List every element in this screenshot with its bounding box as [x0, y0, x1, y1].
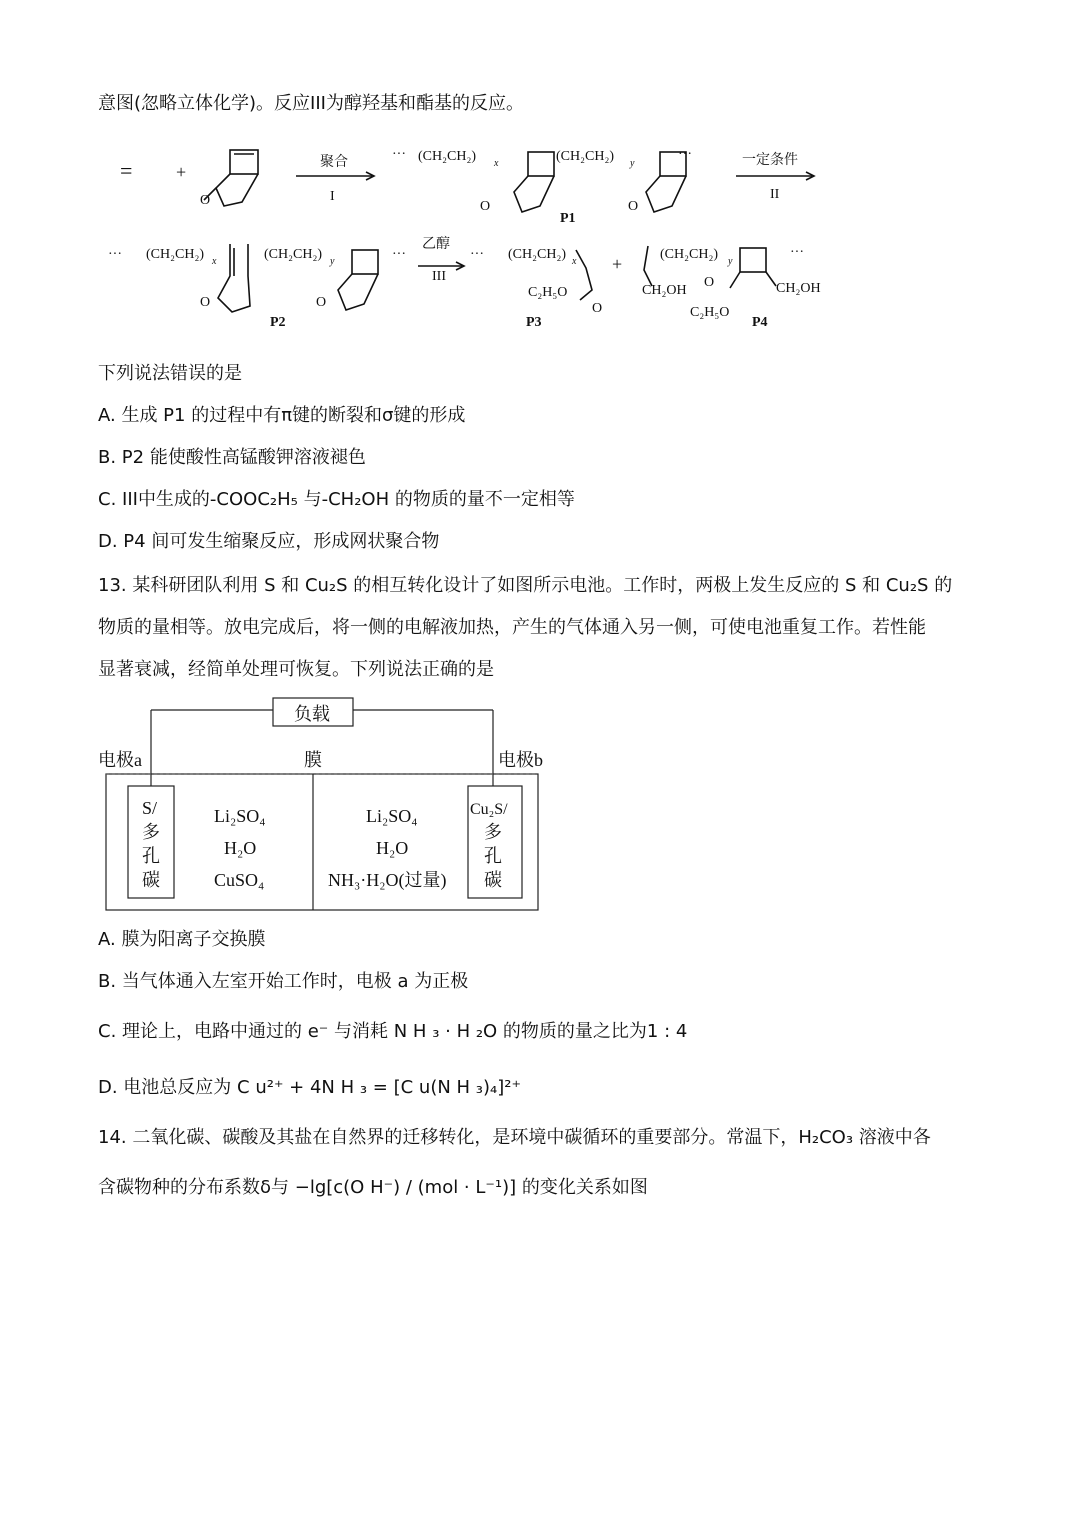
p4-ch2oh: CH₂OH	[776, 281, 821, 296]
p3-ester: C₂H₅O	[528, 285, 568, 300]
p2-sub-y: y	[330, 256, 335, 267]
ethylene: =	[120, 158, 133, 183]
step3-num: III	[432, 269, 446, 284]
p3-dots: ···	[470, 247, 484, 262]
step1-num: I	[330, 189, 335, 204]
p3-o: O	[592, 301, 603, 316]
q14-line-2: 含碳物种的分布系数δ与 −lg[c(O H⁻) / (mol · L⁻¹)] 的变化关系如图	[98, 1177, 648, 1198]
reaction-scheme	[100, 130, 860, 340]
p4-sub-y: y	[728, 256, 733, 267]
p1-dots-left: ···	[392, 147, 406, 162]
p2-unit-y: (CH₂CH₂)	[264, 247, 322, 262]
q12-option-b: B. P2 能使酸性高锰酸钾溶液褪色	[98, 447, 366, 468]
p3-ch2oh: CH₂OH	[642, 283, 687, 298]
p4-ester: C₂H₅O	[690, 305, 730, 320]
p2-dots-right: ···	[392, 247, 406, 262]
left-solution-2: H₂O	[224, 838, 257, 858]
q13-option-b: B. 当气体通入左室开始工作时，电极 a 为正极	[98, 971, 469, 992]
p3-unit-x: (CH₂CH₂)	[508, 247, 566, 262]
load-label: 负载	[294, 704, 330, 724]
p4-label: P4	[752, 315, 768, 330]
q13-option-d: D. 电池总反应为 C u²⁺ + 4N H ₃ = [C u(N H ₃)₄]²⁺	[98, 1077, 521, 1098]
q13-option-a: A. 膜为阳离子交换膜	[98, 929, 266, 950]
p2-o-right: O	[316, 295, 327, 310]
right-electrode-2: 多	[484, 822, 502, 842]
electrode-b-label: 电极b	[498, 750, 543, 770]
right-electrode-1: Cu₂S/	[470, 801, 508, 818]
q13-line-2: 物质的量相等。放电完成后，将一侧的电解液加热，产生的气体通入另一侧，可使电池重复工作。若性能	[98, 617, 926, 638]
p1-sub-y: y	[630, 158, 635, 169]
q12-stem: 下列说法错误的是	[98, 363, 242, 384]
left-electrode-4: 碳	[142, 870, 160, 890]
left-solution-3: CuSO₄	[214, 870, 265, 890]
p4-o: O	[704, 275, 715, 290]
left-electrode-3: 孔	[142, 846, 160, 866]
left-electrode-2: 多	[142, 822, 160, 842]
membrane-label: 膜	[304, 750, 322, 770]
right-solution-1: Li₂SO₄	[366, 806, 418, 826]
p1-o-left: O	[480, 199, 491, 214]
plus-1: +	[176, 162, 187, 182]
p1-unit-y: (CH₂CH₂)	[556, 149, 614, 164]
q14-line-1: 14. 二氧化碳、碳酸及其盐在自然界的迁移转化，是环境中碳循环的重要部分。常温下，H₂CO₃ 溶液中各	[98, 1127, 931, 1148]
p1-sub-x: x	[494, 158, 499, 169]
p3-label: P3	[526, 315, 542, 330]
p4-unit-y: (CH₂CH₂)	[660, 247, 718, 262]
battery-cell-diagram	[98, 690, 558, 920]
p1-unit-x: (CH₂CH₂)	[418, 149, 476, 164]
q12-option-d: D. P4 间可发生缩聚反应，形成网状聚合物	[98, 531, 440, 552]
q13-line-3: 显著衰减，经简单处理可恢复。下列说法正确的是	[98, 659, 494, 680]
step2-num: II	[770, 187, 780, 202]
p3-sub-x: x	[572, 256, 577, 267]
p2-o-left: O	[200, 295, 211, 310]
p1-label: P1	[560, 211, 576, 226]
q12-option-a: A. 生成 P1 的过程中有π键的断裂和σ键的形成	[98, 405, 466, 426]
p4-dots: ···	[790, 245, 804, 260]
step2-label: 一定条件	[742, 153, 798, 168]
q13-line-1: 13. 某科研团队利用 S 和 Cu₂S 的相互转化设计了如图所示电池。工作时，两极上发生反应的 S 和 Cu₂S 的	[98, 575, 953, 596]
intro-text: 意图(忽略立体化学)。反应III为醇羟基和酯基的反应。	[98, 93, 524, 114]
q12-option-c: C. III中生成的-COOC₂H₅ 与-CH₂OH 的物质的量不一定相等	[98, 489, 575, 510]
monomer-o: O	[200, 193, 211, 208]
right-solution-3: NH₃·H₂O(过量)	[328, 870, 447, 890]
left-electrode-1: S/	[142, 798, 158, 818]
step1-label: 聚合	[320, 155, 348, 170]
p2-dots-left: ···	[108, 247, 122, 262]
left-solution-1: Li₂SO₄	[214, 806, 266, 826]
plus-2: +	[612, 254, 623, 274]
right-electrode-4: 碳	[484, 870, 502, 890]
q13-option-c: C. 理论上，电路中通过的 e⁻ 与消耗 N H ₃ · H ₂O 的物质的量之比为1 : 4	[98, 1021, 688, 1042]
p2-sub-x: x	[212, 256, 217, 267]
p1-o-right: O	[628, 199, 639, 214]
p2-unit-x: (CH₂CH₂)	[146, 247, 204, 262]
step3-label: 乙醇	[422, 237, 450, 252]
right-electrode-3: 孔	[484, 846, 502, 866]
p2-label: P2	[270, 315, 286, 330]
p1-dots-right: ···	[678, 147, 692, 162]
right-solution-2: H₂O	[376, 838, 409, 858]
electrode-a-label: 电极a	[98, 750, 142, 770]
